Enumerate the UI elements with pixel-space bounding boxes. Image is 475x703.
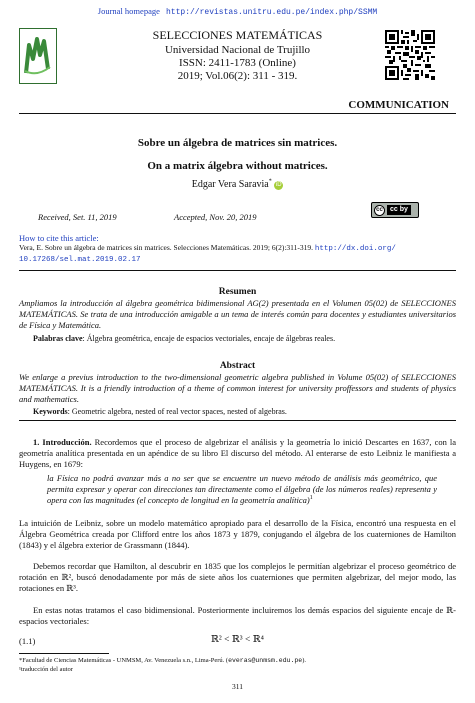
cc-by-license-badge[interactable] (371, 202, 419, 218)
abstract-heading: Abstract (219, 361, 256, 371)
orcid-icon[interactable]: iD (275, 182, 282, 188)
license-badge-text: cc by (387, 205, 411, 215)
footnote-close: ). (302, 657, 307, 664)
cite-doi-part2[interactable]: 10.17268/sel.mat.2019.02.17 (19, 256, 141, 264)
abstract-keywords-label: Keywords (33, 407, 68, 416)
qr-code (385, 30, 435, 80)
section-heading: 1. Introducción. (33, 437, 92, 447)
footnote-email[interactable]: everas@unmsm.edu.pe (228, 657, 303, 664)
page-number: 311 (232, 682, 243, 691)
paragraph-3: Debemos recordar que Hamilton, al descubrir en 1835 que los complejos le permitían algebrizar el proceso geométrico de rotación en ℝ², buscó denodadamente por más de siete años los cuaterniones que permiten algebrizar, del mejor modo, las rotaciones en ℝ³. (19, 561, 456, 593)
equation-number: (1.1) (19, 636, 36, 646)
section-label: COMMUNICATION (348, 99, 449, 111)
author-footnote-mark: * (268, 178, 272, 185)
abstract-rule (19, 420, 456, 421)
equation: ℝ² < ℝ³ < ℝ⁴ (211, 635, 264, 645)
paragraph-4: En estas notas tratamos el caso bidimensional. Posteriormente incluiremos los demás espacios del siguiente encaje de ℝ-espacios vectoriales: (19, 605, 456, 626)
title-en: On a matrix álgebra without matrices. (147, 160, 328, 172)
intro-text: Recordemos que el proceso de algebrizar el análisis y la geometría lo inició Descartes en 1637, con la geometría analítica presentada en un apéndice de su libro El discurso del método. Al enterarse de esto Leibniz le manifiesta a Huygens, en 1679: (19, 437, 457, 469)
abstract-keywords (33, 407, 453, 416)
title-es: Sobre un álgebra de matrices sin matrices. (137, 137, 338, 149)
resumen-keywords-label: Palabras clave (33, 334, 83, 343)
footnote-author-text: *Facultad de Ciencias Matemáticas - UNMSM, Av. Venezuela s.n., Lima-Perú. ( (19, 657, 229, 664)
masthead (100, 28, 375, 82)
quote-text: la Física no podrá avanzar más a no ser que se encuentre un nuevo método de análisis más geométrico, que permita expresar y operar con direcciones tan directamente como el álgebra (de los números reales) representa y opera con las magnitudes (el concepto de longitud en la geometría analítica) (47, 473, 437, 505)
cc-icon: cc (374, 205, 385, 216)
cite-doi-part1[interactable]: http://dx.doi.org/ (314, 245, 396, 253)
journal-homepage-url[interactable]: http://revistas.unitru.edu.pe/index.php/SSMM (165, 8, 378, 17)
journal-homepage-bar (0, 6, 475, 17)
paragraph-2: La intuición de Leibniz, sobre un modelo matemático apropiado para el desarrollo de la Física, encontró una respuesta en el Álgebra Geométrica creada por Clifford entre los años 1873 y 1879, conjugando el álgebra de los cuaterniones de Hamilton (1843) y el álgebra exterior de Grassmann (1844). (19, 518, 456, 550)
resumen-body: Ampliamos la introducción al álgebra geométrica bidimensional AG(2) presentada en el Volumen 05(02) de SELECCIONES MATEMÁTICAS. Se trata de una introducción amigable a un tema de interés común para docentes y estudiantes universitarios de Física y Matemática. (19, 298, 456, 330)
resumen-keywords (33, 334, 453, 343)
footnote-1: ¹traducción del autor (19, 666, 73, 673)
cite-block (19, 243, 456, 265)
received-date: Received, Set. 11, 2019 (38, 212, 117, 222)
intro-paragraph (19, 437, 456, 470)
journal-logo (19, 28, 57, 84)
author-line (0, 179, 475, 190)
leibniz-quote (47, 473, 437, 506)
cite-rule (19, 270, 456, 271)
cite-heading: How to cite this article: (19, 233, 99, 243)
journal-logo-icon (20, 29, 55, 82)
journal-title: SELECCIONES MATEMÁTICAS (152, 28, 323, 42)
footnote-rule (19, 653, 109, 654)
author-name: Edgar Vera Saravia (191, 179, 269, 190)
quote-footnote-mark: 1 (309, 495, 313, 502)
qr-code-icon (385, 30, 435, 80)
footnote-author (19, 657, 456, 664)
journal-homepage-label[interactable]: Journal homepage (97, 6, 160, 16)
abstract-keywords-text: : Geometric algebra, nested of real vector spaces, nested of algebras. (67, 407, 287, 416)
masthead-rule (19, 113, 456, 114)
university-name: Universidad Nacional de Trujillo (164, 44, 311, 56)
volume-info: 2019; Vol.06(2): 311 - 319. (177, 70, 298, 82)
abstract-body: We enlarge a previus introduction to the two-dimensional geometric algebra published in Volume 05(02) of SELECCIONES MATEMÁTICAS. It is a friendly introduction of a theme of common interest for university proffessors and students of physics and mathematics. (19, 372, 456, 404)
cite-text: Vera, E. Sobre un álgebra de matrices sin matrices. Selecciones Matemáticas. 2019; 6(2):311-319. (19, 243, 314, 252)
resumen-keywords-text: : Álgebra geométrica, encaje de espacios vectoriales, encaje de álgebras reales. (82, 334, 336, 343)
issn: ISSN: 2411-1783 (Online) (179, 57, 296, 69)
accepted-date: Accepted, Nov. 20, 2019 (174, 212, 257, 222)
resumen-heading: Resumen (218, 287, 257, 297)
